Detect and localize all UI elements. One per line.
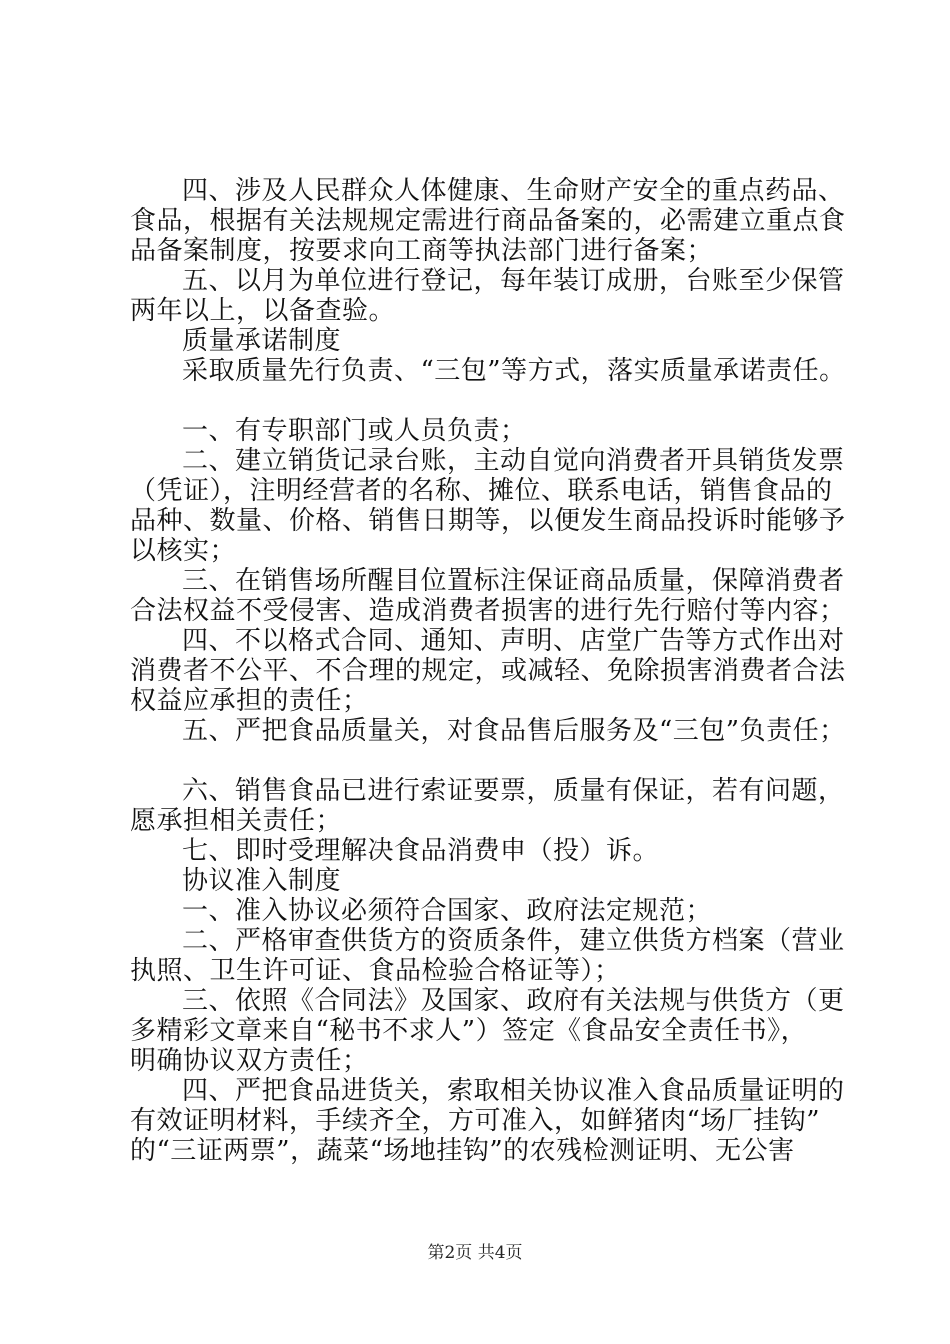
text-line: 品备案制度，按要求向工商等执法部门进行备案；	[130, 236, 714, 266]
text-line: （凭证），注明经营者的名称、摊位、联系电话，销售食品的	[130, 476, 833, 506]
page-footer: 第2页 共4页	[427, 1243, 523, 1263]
section-heading: 质量承诺制度	[182, 326, 342, 356]
text-line: 两年以上，以备查验。	[130, 296, 396, 326]
text-line: 愿承担相关责任；	[130, 806, 343, 836]
text-line: 二、严格审查供货方的资质条件，建立供货方档案（营业	[182, 926, 845, 956]
text-line: 四、不以格式合同、通知、声明、店堂广告等方式作出对	[182, 626, 845, 656]
text-line: 以核实；	[130, 536, 237, 566]
text-line: 三、在销售场所醒目位置标注保证商品质量，保障消费者	[182, 566, 845, 596]
text-line: 明确协议双方责任；	[130, 1046, 369, 1076]
text-line: 消费者不公平、不合理的规定，或减轻、免除损害消费者合法	[130, 656, 846, 686]
text-line: 多精彩文章来自“秘书不求人”）签定《食品安全责任书》，	[130, 1016, 808, 1046]
text-line: 合法权益不受侵害、造成消费者损害的进行先行赔付等内容；	[130, 596, 846, 626]
text-line: 一、有专职部门或人员负责；	[182, 416, 527, 446]
text-line: 品种、数量、价格、销售日期等，以便发生商品投诉时能够予	[130, 506, 846, 536]
text-line: 食品，根据有关法规规定需进行商品备案的，必需建立重点食	[130, 206, 846, 236]
section-heading: 协议准入制度	[182, 866, 342, 896]
text-line: 权益应承担的责任；	[130, 686, 369, 716]
text-line: 一、准入协议必须符合国家、政府法定规范；	[182, 896, 713, 926]
text-line: 五、严把食品质量关，对食品售后服务及“三包”负责任；	[182, 716, 846, 746]
text-line: 三、依照《合同法》及国家、政府有关法规与供货方（更	[182, 986, 845, 1016]
text-line: 采取质量先行负责、“三包”等方式，落实质量承诺责任。	[182, 356, 846, 386]
document-body	[130, 176, 846, 1166]
blank-line	[130, 386, 835, 416]
text-line: 五、以月为单位进行登记，每年装订成册，台账至少保管	[182, 266, 845, 296]
text-line: 四、涉及人民群众人体健康、生命财产安全的重点药品、	[182, 176, 845, 206]
text-line: 有效证明材料，手续齐全，方可准入，如鲜猪肉“场厂挂钩”	[130, 1106, 821, 1136]
text-line: 六、销售食品已进行索证要票，质量有保证，若有问题，	[182, 776, 845, 806]
text-line: 四、严把食品进货关，索取相关协议准入食品质量证明的	[182, 1076, 845, 1106]
blank-line	[130, 746, 835, 776]
text-line: 执照、卫生许可证、食品检验合格证等）；	[130, 956, 621, 986]
text-line: 七、即时受理解决食品消费申（投）诉。	[182, 836, 660, 866]
text-line: 二、建立销货记录台账，主动自觉向消费者开具销货发票	[182, 446, 845, 476]
text-line: 的“三证两票”，蔬菜“场地挂钩”的农残检测证明、无公害	[130, 1136, 795, 1166]
